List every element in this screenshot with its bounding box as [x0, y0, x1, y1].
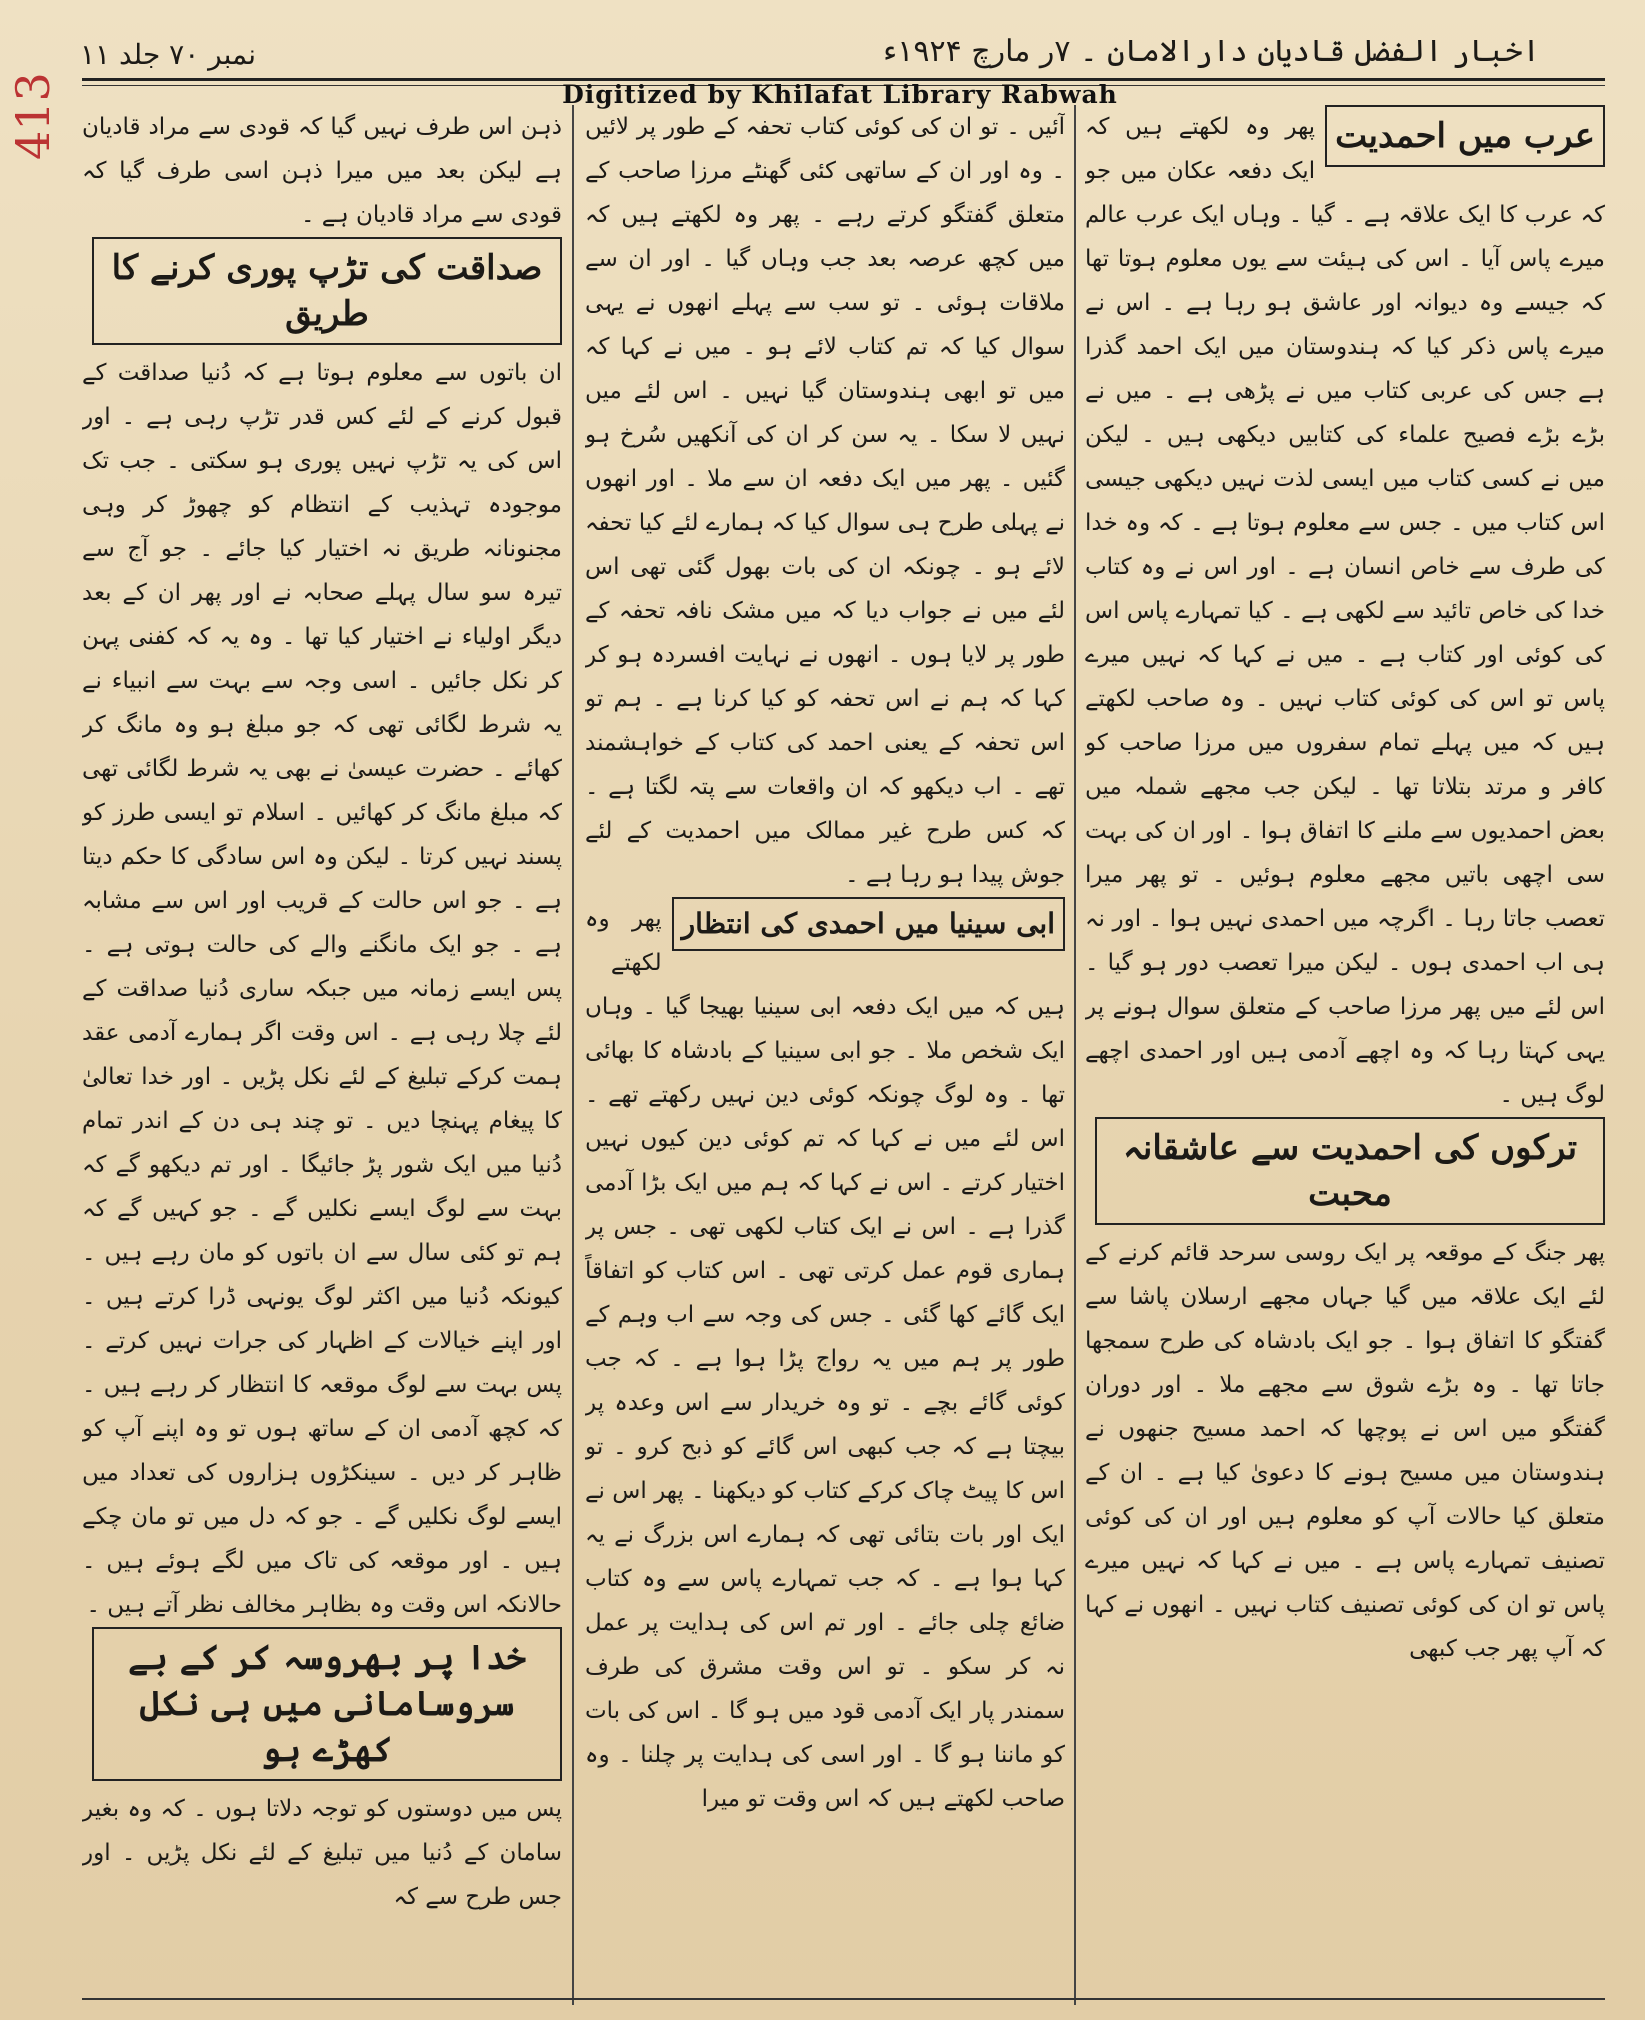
heading-arab-ahmadiyyat: عرب میں احمدیت: [1325, 105, 1605, 167]
heading-turks-love: ترکوں کی احمدیت سے عاشقانہ محبت: [1095, 1117, 1605, 1225]
paragraph: ذہن اس طرف نہیں گیا کہ قودی سے مراد قادیان ہے لیکن بعد میں میرا ذہن اسی طرف گیا کہ قودی سے مراد قادیان ہے ۔: [82, 114, 562, 228]
heading-trust-god: خدا پر بھروسہ کر کے بے سروسامانی میں ہی نکل کھڑے ہو: [92, 1627, 562, 1781]
footer-rule: [82, 1998, 1605, 2000]
paragraph: ان باتوں سے معلوم ہوتا ہے کہ دُنیا صداقت کے قبول کرنے کے لئے کس قدر تڑپ رہی ہے ۔ اور اس کی یہ تڑپ نہیں پوری ہو سکتی ۔ جب تک موجودہ تہذیب کے انتظام کو چھوڑ کر وہی مجنونانہ طریق نہ اختیار کیا جائے ۔ جو آج سے تیرہ سو سال پہلے صحابہ نے اور پھر ان کے بعد دیگر اولیاء نے اختیار کیا تھا ۔ وہ یہ کہ کفنی پہن کر نکل جائیں ۔ اسی وجہ سے بہت سے انبیاء نے یہ شرط لگائی تھی کہ جو مبلغ ہو وہ مانگ کر کھائے ۔ حضرت عیسیٰ نے بھی یہ شرط لگائی تھی کہ مبلغ مانگ کر کھائیں ۔ اسلام تو ایسی طرز کو پسند نہیں کرتا ۔ لیکن وہ اس سادگی کا حکم دیتا ہے ۔ جو اس حالت کے قریب اور اس سے مشابہ ہے ۔ جو ایک مانگنے والے کی حالت ہوتی ہے ۔ پس ایسے زمانہ میں جبکہ ساری دُنیا صداقت کے لئے چلا رہی ہے ۔ اس وقت اگر ہمارے آدمی عقد ہمت کرکے تبلیغ کے لئے نکل پڑیں ۔ اور خدا تعالیٰ کا پیغام پہنچا دیں ۔ تو چند ہی دن کے اندر تمام دُنیا میں ایک شور پڑ جائیگا ۔ اور تم دیکھو گے کہ بہت سے لوگ ایسے نکلیں گے ۔ جو کہیں گے کہ ہم تو کئی سال سے ان باتوں کو مان رہے ہیں ۔ کیونکہ دُنیا میں اکثر لوگ یونہی ڈرا کرتے ہیں ۔ اور اپنے خیالات کے اظہار کی جرات نہیں کرتے ۔ پس بہت سے لوگ موقعہ کا انتظار کر رہے ہیں ۔ کہ کچھ آدمی ان کے ساتھ ہوں تو وہ اپنے آپ کو ظاہر کر دیں ۔ سینکڑوں ہزاروں کی تعداد میں ایسے لوگ نکلیں گے ۔ جو کہ دل میں تو مان چکے ہیں ۔ اور موقعہ کی تاک میں لگے ہوئے ہیں ۔ حالانکہ اس وقت وہ بظاہر مخالف نظر آتے ہیں ۔: [82, 360, 562, 1618]
paragraph: پھر جنگ کے موقعہ پر ایک روسی سرحد قائم کرنے کے لئے ایک علاقہ میں گیا جہاں مجھے ارسلان پاشا سے گفتگو کا اتفاق ہوا ۔ جو ایک بادشاہ کی طرح سمجھا جاتا تھا ۔ وہ بڑے شوق سے مجھے ملا ۔ اور دوران گفتگو میں اس نے پوچھا کہ احمد مسیح جنھوں نے ہندوستان میں مسیح ہونے کا دعویٰ کیا ہے ۔ ان کے متعلق کیا حالات آپ کو معلوم ہیں اور ان کی کوئی تصنیف تمہارے پاس ہے ۔ میں نے کہا کہ نہیں میرے پاس تو ان کی کوئی تصنیف کتاب نہیں ۔ انھوں نے کہا کہ آپ پھر جب کبھی: [1085, 1240, 1605, 1662]
column-separator: [1074, 105, 1076, 2005]
paragraph: پھر وہ لکھتے ہیں کہ ایک دفعہ عکان میں جو کہ عرب کا ایک علاقہ ہے ۔ گیا ۔ وہاں ایک عرب عالم میرے پاس آیا ۔ اس کی ہیئت سے یوں معلوم ہوتا تھا کہ جیسے وہ دیوانہ اور عاشق ہو رہا ہے ۔ اس نے میرے پاس ذکر کیا کہ ہندوستان میں ایک احمد گذرا ہے جس کی عربی کتاب میں نے پڑھی ہے ۔ میں نے بڑے بڑے فصیح علماء کی کتابیں دیکھی ہیں ۔ لیکن میں نے کسی کتاب میں ایسی لذت نہیں دیکھی جیسی اس کتاب میں ۔ جس سے معلوم ہوتا ہے ۔ کہ وہ خدا کی طرف سے خاص انسان ہے ۔ اور اس نے وہ کتاب خدا کی خاص تائید سے لکھی ہے ۔ کیا تمہارے پاس اس کی کوئی اور کتاب ہے ۔ میں نے کہا کہ نہیں میرے پاس تو اس کی کوئی کتاب نہیں ۔ وہ صاحب لکھتے ہیں کہ میں پہلے تمام سفروں میں مرزا صاحب کو کافر و مرتد بتلاتا تھا ۔ لیکن جب مجھے شملہ میں بعض احمدیوں سے ملنے کا اتفاق ہوا ۔ اور ان کی بہت سی اچھی باتیں مجھے معلوم ہوئیں ۔ تو پھر میرا تعصب جاتا رہا ۔ اگرچہ میں احمدی نہیں ہوا ۔ اور نہ ہی اب احمدی ہوں ۔ لیکن میرا تعصب دور ہو گیا ۔ اس لئے میں پھر مرزا صاحب کے متعلق سوال ہونے پر یہی کہتا رہا کہ وہ اچھے آدمی ہیں اور احمدی اچھے لوگ ہیں ۔: [1085, 114, 1605, 1108]
paragraph: پس میں دوستوں کو توجہ دلاتا ہوں ۔ کہ وہ بغیر سامان کے دُنیا میں تبلیغ کے لئے نکل پڑیں ۔ اور جس طرح سے کہ: [82, 1796, 562, 1910]
digitization-watermark: Digitized by Khilafat Library Rabwah: [562, 80, 1118, 109]
paragraph: آئیں ۔ تو ان کی کوئی کتاب تحفہ کے طور پر لائیں ۔ وہ اور ان کے ساتھی کئی گھنٹے مرزا صاحب کے متعلق گفتگو کرتے رہے ۔ پھر وہ لکھتے ہیں کہ میں کچھ عرصہ بعد جب وہاں گیا ۔ اور ان سے ملاقات ہوئی ۔ تو سب سے پہلے انھوں نے یہی سوال کیا کہ تم کتاب لائے ہو ۔ میں نے کہا کہ میں تو ابھی ہندوستان گیا نہیں ۔ اس لئے میں نہیں لا سکا ۔ یہ سن کر ان کی آنکھیں سُرخ ہو گئیں ۔ پھر میں ایک دفعہ ان سے ملا ۔ اور انھوں نے پہلی طرح ہی سوال کیا کہ ہمارے لئے کیا تحفہ لائے ہو ۔ چونکہ ان کی بات بھول گئی تھی اس لئے میں نے جواب دیا کہ میں مشک نافہ تحفہ کے طور پر لایا ہوں ۔ انھوں نے نہایت افسردہ ہو کر کہا کہ ہم نے اس تحفہ کو کیا کرنا ہے ۔ ہم تو اس تحفہ کے یعنی احمد کی کتاب کے خواہشمند تھے ۔ اب دیکھو کہ ان واقعات سے پتہ لگتا ہے ۔ کہ کس طرح غیر ممالک میں احمدیت کے لئے جوش پیدا ہو رہا ہے ۔: [585, 114, 1065, 888]
column-separator: [572, 105, 574, 2005]
column-right: [1085, 105, 1605, 1985]
heading-truth-longing: صداقت کی تڑپ پوری کرنے کا طریق: [92, 237, 562, 345]
page-header: [80, 28, 1600, 78]
column-left: [82, 105, 562, 1985]
issue-number: نمبر ۷۰ جلد ۱۱: [80, 38, 257, 71]
masthead: اخبار الفضل قادیان دارالامان ۔ ۷ر مارچ ۱۹۲۴ء: [883, 34, 1540, 69]
handwritten-page-number: 413: [6, 72, 60, 160]
heading-abyssinia: ابی سینیا میں احمدی کی انتظار: [672, 897, 1065, 951]
column-middle: [585, 105, 1065, 1985]
paragraph: پھر وہ لکھتے ہیں کہ میں ایک دفعہ ابی سینیا بھیجا گیا ۔ وہاں ایک شخص ملا ۔ جو ابی سینیا کے بادشاہ کا بھائی تھا ۔ وہ لوگ چونکہ کوئی دین نہیں رکھتے تھے ۔ اس لئے میں نے کہا کہ تم کوئی دین کیوں نہیں اختیار کرتے ۔ اس نے کہا کہ ہم میں ایک بڑا آدمی گذرا ہے ۔ اس نے ایک کتاب لکھی تھی ۔ جس پر ہماری قوم عمل کرتی تھی ۔ اس کتاب کو اتفاقاً ایک گائے کھا گئی ۔ جس کی وجہ سے اب وہم کے طور پر ہم میں یہ رواج پڑا ہوا ہے ۔ کہ جب کوئی گائے بچے ۔ تو وہ خریدار سے اس وعدہ پر بیچتا ہے کہ جب کبھی اس گائے کو ذبح کرو ۔ تو اس کا پیٹ چاک کرکے کتاب کو دیکھنا ۔ پھر اس نے ایک اور بات بتائی تھی کہ ہمارے اس بزرگ نے یہ کہا ہوا ہے ۔ کہ جب تمہارے پاس سے وہ کتاب ضائع چلی جائے ۔ اور تم اس کی ہدایت پر عمل نہ کر سکو ۔ تو اس وقت مشرق کی طرف سمندر پار ایک آدمی قود میں ہو گا ۔ اس کی بات کو ماننا ہو گا ۔ اور اسی کی ہدایت پر چلنا ۔ وہ صاحب لکھتے ہیں کہ اس وقت تو میرا: [585, 906, 1065, 1812]
